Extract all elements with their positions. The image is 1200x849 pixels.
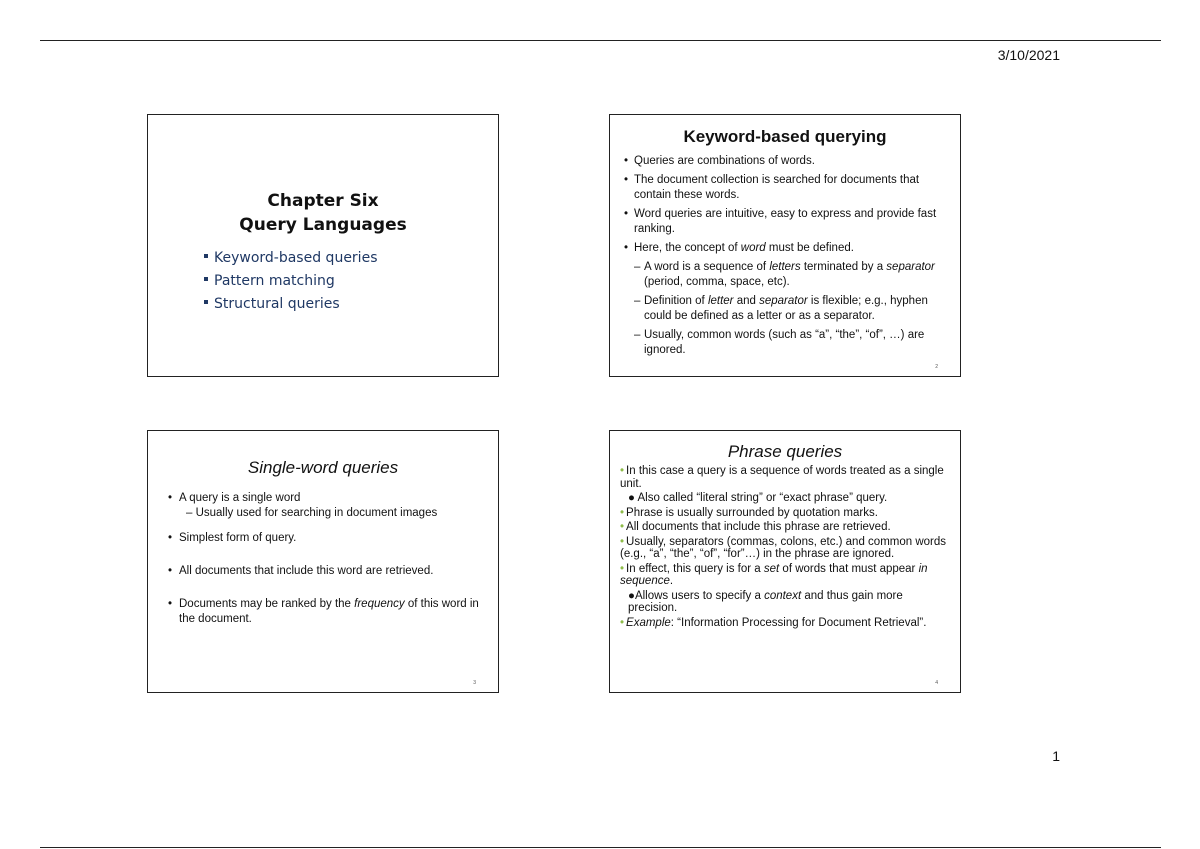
- bullet-text: terminated by a: [800, 261, 887, 273]
- bottom-rule: [40, 847, 1161, 848]
- page-date: 3/10/2021: [997, 47, 1060, 63]
- bullet-item: [624, 154, 950, 169]
- bullet-emphasis: Example: [626, 616, 671, 629]
- slide-1-title-line2: Query Languages: [239, 215, 407, 235]
- bullet-text: : “Information Processing for Document Retrieval”.: [670, 616, 927, 629]
- bullet-text: .: [669, 575, 674, 587]
- bullet-text: Definition of: [644, 295, 708, 307]
- sub-bullet-item: – Usually used for searching in document images: [186, 507, 438, 519]
- list-item: [204, 247, 377, 270]
- slide-4-body: [620, 465, 950, 631]
- bullet-emphasis: word: [740, 242, 766, 254]
- bullet-text: is flexible; e.g., hyphen could be defined as a letter or as a separator.: [644, 295, 928, 322]
- slide-4-title: Phrase queries: [727, 442, 843, 461]
- bullet-text: Also called “literal string” or “exact phrase” query.: [637, 492, 888, 504]
- bullet-text: (period, comma, space, etc).: [644, 276, 790, 288]
- bullet-item: [620, 536, 950, 561]
- bullet-item: [620, 563, 950, 588]
- list-item: [204, 270, 377, 293]
- slide-4: [609, 430, 961, 693]
- bullet-emphasis: separator: [759, 295, 808, 307]
- bullet-icon: •: [624, 242, 629, 254]
- slide-1: [147, 114, 499, 377]
- bullet-text: of this word in the document.: [179, 598, 479, 625]
- list-item-label: Keyword-based queries: [214, 250, 378, 266]
- list-item: [204, 293, 377, 316]
- bullet-text: Queries are combinations of words.: [634, 155, 815, 167]
- slide-2-body: [624, 154, 950, 362]
- bullet-text: In effect, this query is for a: [626, 562, 764, 575]
- bullet-item: [624, 207, 950, 237]
- slide-2-title: Keyword-based querying: [683, 127, 887, 146]
- slide-3: [147, 430, 499, 693]
- sub-bullet-item: [620, 492, 950, 505]
- bullet-text: Phrase is usually surrounded by quotation marks.: [626, 506, 878, 519]
- bullet-text: and thus gain more precision.: [628, 589, 903, 614]
- slide-number: 4: [935, 680, 938, 686]
- bullet-emphasis: separator: [886, 261, 935, 273]
- bullet-text: Here, the concept of: [634, 242, 741, 254]
- bullet-text: All documents that include this word are retrieved.: [179, 565, 434, 577]
- sub-bullet-item: [624, 328, 950, 358]
- square-bullet-icon: [204, 277, 208, 281]
- bullet-emphasis: in sequence: [620, 562, 928, 587]
- bullet-text: Usually, separators (commas, colons, etc.) and common words (e.g., “a”, “the”, “of”, “for”…) in the phrase are ignored.: [620, 535, 947, 560]
- sub-bullet-item: [624, 260, 950, 290]
- bullet-item: [168, 531, 486, 546]
- bullet-icon: ●: [628, 492, 638, 504]
- bullet-icon: •: [624, 155, 629, 167]
- bullet-emphasis: letter: [707, 295, 734, 307]
- bullet-text: Word queries are intuitive, easy to express and provide fast ranking.: [634, 208, 937, 235]
- dash-icon: –: [634, 329, 641, 341]
- square-bullet-icon: [204, 254, 208, 258]
- square-bullet-icon: [204, 300, 208, 304]
- bullet-text: must be defined.: [765, 242, 854, 254]
- bullet-text: A query is a single word: [179, 492, 301, 504]
- bullet-icon: •: [168, 532, 173, 544]
- green-bullet-icon: •: [620, 506, 625, 519]
- bullet-icon: •: [168, 598, 173, 610]
- green-bullet-icon: •: [620, 535, 625, 548]
- bullet-text: In this case a query is a sequence of words treated as a single unit.: [620, 465, 944, 490]
- slide-number: 3: [473, 680, 476, 686]
- list-item-label: Structural queries: [214, 296, 340, 312]
- bullet-item: [168, 491, 486, 506]
- bullet-item: [620, 521, 950, 534]
- slide-1-title-line1: Chapter Six: [267, 191, 379, 211]
- bullet-item: [624, 241, 950, 256]
- bullet-emphasis: context: [764, 589, 802, 602]
- slide-1-title: [148, 189, 498, 237]
- bullet-item: [620, 465, 950, 490]
- slide-3-title: Single-word queries: [247, 458, 399, 477]
- bullet-icon: •: [168, 565, 173, 577]
- bullet-text: Allows users to specify a: [634, 589, 765, 602]
- dash-icon: –: [634, 261, 641, 273]
- bullet-item: [624, 173, 950, 203]
- bullet-text: A word is a sequence of: [644, 261, 770, 273]
- bullet-text: Documents may be ranked by the: [179, 598, 355, 610]
- top-rule: [40, 40, 1161, 41]
- dash-icon: –: [634, 295, 641, 307]
- bullet-item: [168, 597, 486, 627]
- bullet-emphasis: frequency: [354, 598, 405, 610]
- bullet-icon: ●: [628, 589, 635, 602]
- bullet-item: [620, 507, 950, 520]
- slide-3-body: [168, 491, 486, 627]
- bullet-text: The document collection is searched for documents that contain these words.: [634, 174, 920, 201]
- slide-number: 2: [935, 364, 938, 370]
- bullet-text: and: [733, 295, 760, 307]
- bullet-emphasis: letters: [769, 261, 801, 273]
- sub-bullet-item: [620, 590, 950, 615]
- bullet-emphasis: set: [763, 562, 780, 575]
- bullet-item: [168, 564, 486, 579]
- bullet-icon: •: [624, 174, 629, 186]
- bullet-text: All documents that include this phrase are retrieved.: [626, 521, 891, 533]
- slide-2: [609, 114, 961, 377]
- green-bullet-icon: •: [620, 562, 625, 575]
- page-number: 1: [1052, 748, 1060, 764]
- bullet-text: of words that must appear: [779, 562, 919, 575]
- bullet-text: Simplest form of query.: [179, 532, 297, 544]
- green-bullet-icon: •: [620, 521, 625, 533]
- green-bullet-icon: •: [620, 465, 625, 477]
- bullet-item: [620, 617, 950, 630]
- slide-1-list: [204, 247, 377, 316]
- green-bullet-icon: •: [620, 616, 625, 629]
- bullet-text: Usually, common words (such as “a”, “the”, “of”, …) are ignored.: [644, 329, 925, 356]
- bullet-icon: •: [624, 208, 629, 220]
- bullet-icon: •: [168, 492, 173, 504]
- list-item-label: Pattern matching: [214, 273, 335, 289]
- sub-bullet-item: [624, 294, 950, 324]
